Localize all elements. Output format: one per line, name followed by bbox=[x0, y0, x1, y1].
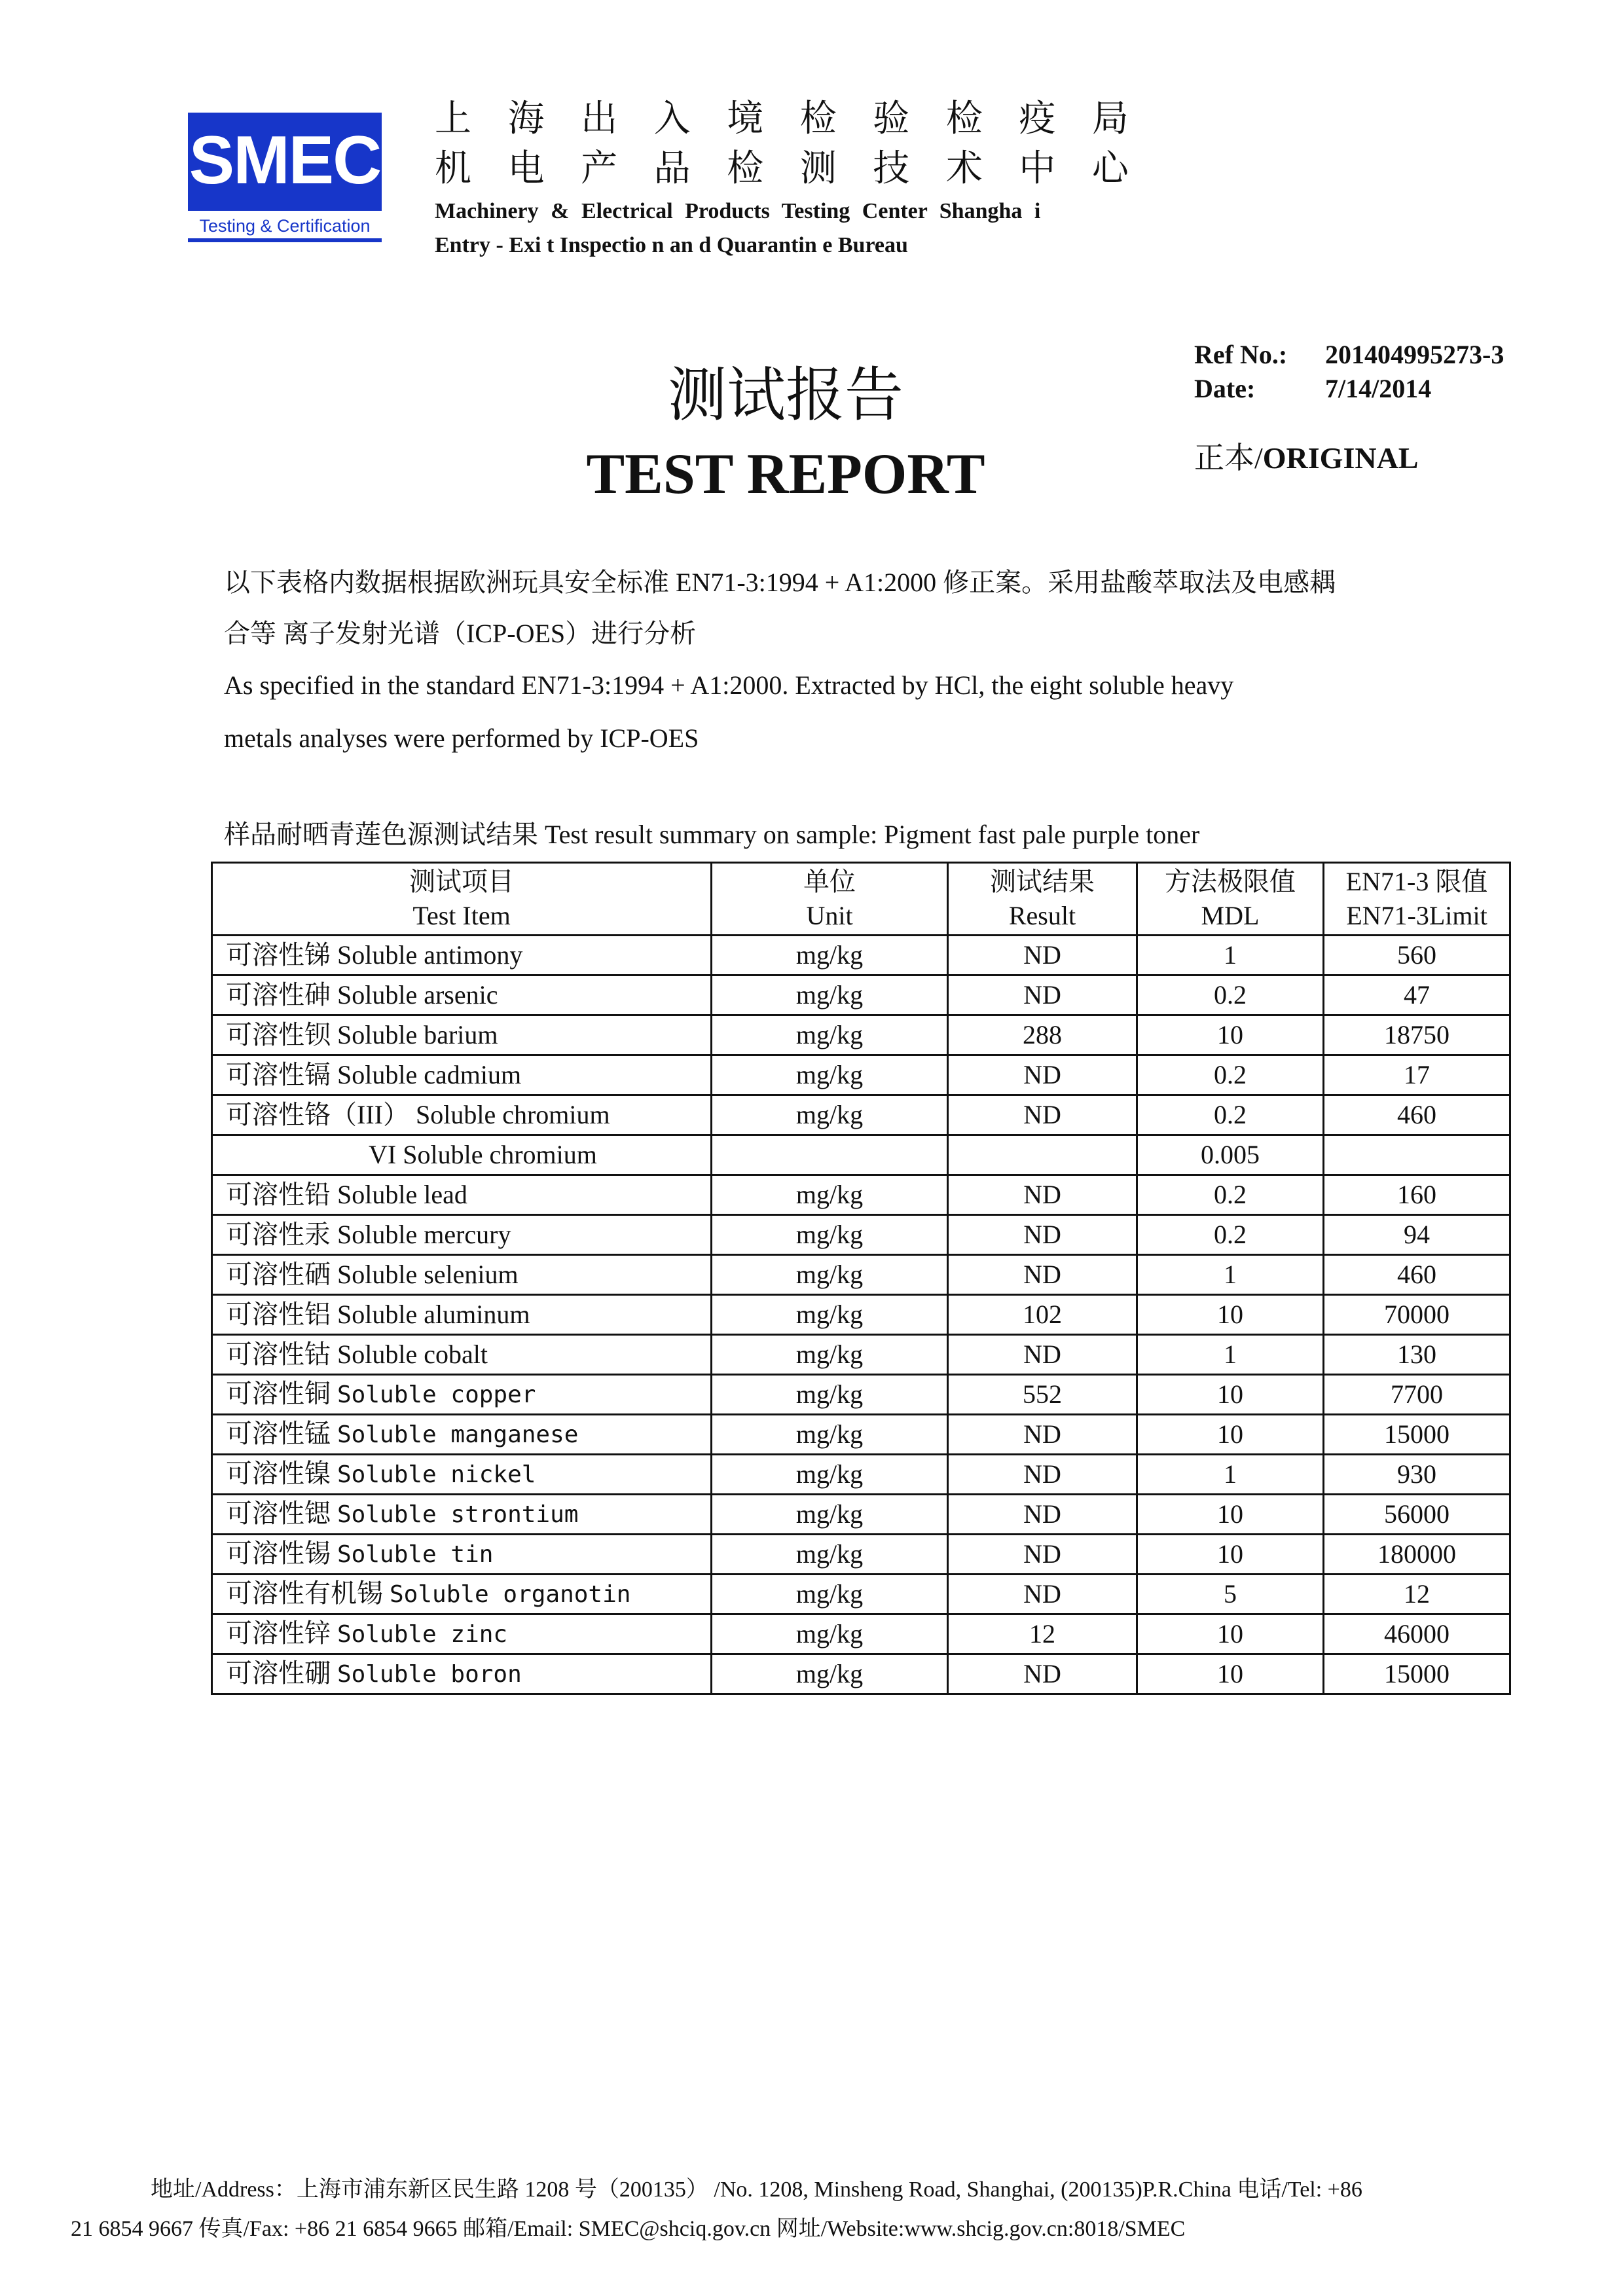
date-value: 7/14/2014 bbox=[1325, 374, 1432, 403]
cell-result: ND bbox=[948, 1535, 1137, 1575]
cell-result: ND bbox=[948, 1095, 1137, 1135]
cell-test-item bbox=[212, 1295, 712, 1335]
cell-limit: 160 bbox=[1324, 1175, 1510, 1215]
cell-test-item bbox=[212, 1175, 712, 1215]
cell-mdl: 10 bbox=[1137, 1654, 1324, 1694]
logo-underline bbox=[188, 238, 382, 242]
cell-unit: mg/kg bbox=[712, 1335, 948, 1375]
cell-mdl: 10 bbox=[1137, 1295, 1324, 1335]
item-name-en: Soluble zinc bbox=[337, 1621, 508, 1648]
item-name-cn: 可溶性铝 bbox=[226, 1300, 331, 1329]
item-name-cn: 可溶性硒 bbox=[226, 1260, 331, 1289]
results-table bbox=[211, 862, 1511, 1695]
cell-limit: 460 bbox=[1324, 1095, 1510, 1135]
cell-test-item bbox=[212, 1135, 712, 1175]
cell-unit: mg/kg bbox=[712, 936, 948, 975]
item-name-en: Soluble antimony bbox=[337, 940, 523, 970]
item-name-cn: VI bbox=[369, 1140, 397, 1169]
table-body bbox=[212, 936, 1510, 1694]
header-result: 测试结果 Result bbox=[948, 863, 1137, 936]
cell-result: ND bbox=[948, 936, 1137, 975]
cell-mdl: 10 bbox=[1137, 1535, 1324, 1575]
intro-cn-line1: 以下表格内数据根据欧洲玩具安全标准 EN71-3:1994 + A1:2000 修正案。采用盐酸萃取法及电感耦 bbox=[224, 568, 1336, 597]
table-row bbox=[212, 1535, 1510, 1575]
item-name-cn: 可溶性硼 bbox=[226, 1658, 331, 1688]
table-row bbox=[212, 1575, 1510, 1614]
logo-text: SMEC bbox=[189, 122, 381, 198]
table-row bbox=[212, 1135, 1510, 1175]
cell-test-item bbox=[212, 975, 712, 1015]
cell-result: 552 bbox=[948, 1375, 1137, 1415]
item-name-en: Soluble boron bbox=[337, 1661, 522, 1688]
footer-contact: 21 6854 9667 传真/Fax: +86 21 6854 9665 邮箱/Email: SMEC@shciq.gov.cn 网址/Website:www.shcig.gov.cn:8018/SMEC bbox=[71, 2217, 1186, 2241]
table-row bbox=[212, 1455, 1510, 1495]
table-row bbox=[212, 1495, 1510, 1535]
cell-unit: mg/kg bbox=[712, 1495, 948, 1535]
item-name-cn: 可溶性锰 bbox=[226, 1419, 331, 1448]
cell-unit bbox=[712, 1135, 948, 1175]
item-name-cn: 可溶性砷 bbox=[226, 980, 331, 1010]
cell-mdl: 10 bbox=[1137, 1375, 1324, 1415]
cell-mdl: 10 bbox=[1137, 1495, 1324, 1535]
cell-limit: 930 bbox=[1324, 1455, 1510, 1495]
cell-test-item bbox=[212, 1095, 712, 1135]
cell-limit: 560 bbox=[1324, 936, 1510, 975]
cell-result: 12 bbox=[948, 1614, 1137, 1654]
cell-test-item bbox=[212, 1375, 712, 1415]
item-name-en: Soluble chromium bbox=[403, 1140, 597, 1169]
table-row bbox=[212, 1255, 1510, 1295]
cell-test-item bbox=[212, 1415, 712, 1455]
cell-result: ND bbox=[948, 1495, 1137, 1535]
cell-limit: 15000 bbox=[1324, 1654, 1510, 1694]
cell-limit: 130 bbox=[1324, 1335, 1510, 1375]
footer-address: 地址/Address：上海市浦东新区民生路 1208 号（200135） /No. 1208, Minsheng Road, Shanghai, (200135)P.R.China 电话/Tel: +86 bbox=[151, 2178, 1362, 2202]
cell-unit: mg/kg bbox=[712, 1375, 948, 1415]
cell-mdl: 1 bbox=[1137, 1455, 1324, 1495]
item-name-en: Soluble strontium bbox=[337, 1501, 579, 1528]
cell-mdl: 5 bbox=[1137, 1575, 1324, 1614]
cell-unit: mg/kg bbox=[712, 1455, 948, 1495]
cell-unit: mg/kg bbox=[712, 1095, 948, 1135]
cell-limit: 180000 bbox=[1324, 1535, 1510, 1575]
date-label: Date: bbox=[1194, 374, 1256, 403]
summary-caption: 样品耐晒青莲色源测试结果 Test result summary on sample: Pigment fast pale purple toner bbox=[224, 820, 1200, 849]
intro-en-line2: metals analyses were performed by ICP-OES bbox=[224, 723, 699, 753]
cell-mdl: 10 bbox=[1137, 1015, 1324, 1055]
cell-limit: 94 bbox=[1324, 1215, 1510, 1255]
item-name-cn: 可溶性镍 bbox=[226, 1459, 331, 1488]
table-row bbox=[212, 1654, 1510, 1694]
cell-result: ND bbox=[948, 1055, 1137, 1095]
cell-limit: 12 bbox=[1324, 1575, 1510, 1614]
item-name-cn: 可溶性锌 bbox=[226, 1618, 331, 1648]
intro-en-line1: As specified in the standard EN71-3:1994 + A1:2000. Extracted by HCl, the eight soluble heavy bbox=[224, 670, 1234, 700]
item-name-cn: 可溶性铅 bbox=[226, 1180, 331, 1209]
smec-logo bbox=[188, 113, 382, 242]
cell-result: ND bbox=[948, 1455, 1137, 1495]
report-title-cn: 测试报告 bbox=[668, 363, 903, 428]
cell-mdl: 1 bbox=[1137, 1255, 1324, 1295]
item-name-en: Soluble selenium bbox=[337, 1260, 519, 1289]
intro-cn-line2: 合等 离子发射光谱（ICP-OES）进行分析 bbox=[224, 619, 697, 648]
ref-number-value: 201404995273-3 bbox=[1325, 340, 1504, 369]
cell-unit: mg/kg bbox=[712, 1654, 948, 1694]
cell-mdl: 10 bbox=[1137, 1614, 1324, 1654]
cell-result: 102 bbox=[948, 1295, 1137, 1335]
cell-result: 288 bbox=[948, 1015, 1137, 1055]
cell-mdl: 0.2 bbox=[1137, 975, 1324, 1015]
cell-mdl: 0.2 bbox=[1137, 1215, 1324, 1255]
cell-test-item bbox=[212, 1654, 712, 1694]
cell-unit: mg/kg bbox=[712, 1255, 948, 1295]
cell-limit: 47 bbox=[1324, 975, 1510, 1015]
original-en: ORIGINAL bbox=[1262, 441, 1419, 475]
item-name-cn: 可溶性铬（III） bbox=[226, 1100, 409, 1129]
item-name-en: Soluble barium bbox=[337, 1020, 498, 1049]
cell-mdl: 0.005 bbox=[1137, 1135, 1324, 1175]
cell-limit bbox=[1324, 1135, 1510, 1175]
item-name-en: Soluble mercury bbox=[337, 1220, 511, 1249]
cell-limit: 7700 bbox=[1324, 1375, 1510, 1415]
cell-unit: mg/kg bbox=[712, 1175, 948, 1215]
org-name-en-line2: Entry - Exi t Inspectio n an d Quarantin e Bureau bbox=[435, 233, 908, 257]
item-name-en: Soluble copper bbox=[337, 1381, 536, 1408]
item-name-cn: 可溶性钡 bbox=[226, 1020, 331, 1049]
item-name-en: Soluble arsenic bbox=[337, 980, 498, 1010]
header-unit: 单位 Unit bbox=[712, 863, 948, 936]
table-row bbox=[212, 975, 1510, 1015]
cell-mdl: 1 bbox=[1137, 936, 1324, 975]
item-name-cn: 可溶性锡 bbox=[226, 1539, 331, 1568]
item-name-en: Soluble lead bbox=[337, 1180, 467, 1209]
cell-unit: mg/kg bbox=[712, 1614, 948, 1654]
table-row bbox=[212, 1415, 1510, 1455]
logo-subtext: Testing & Certification bbox=[199, 216, 371, 236]
cell-result: ND bbox=[948, 1255, 1137, 1295]
cell-result: ND bbox=[948, 1175, 1137, 1215]
header-limit: EN71-3 限值 EN71-3Limit bbox=[1324, 863, 1510, 936]
original-cn: 正本/ bbox=[1194, 441, 1263, 475]
table-header-row bbox=[212, 863, 1510, 936]
cell-limit: 17 bbox=[1324, 1055, 1510, 1095]
ref-number-label: Ref No.: bbox=[1194, 340, 1288, 369]
item-name-cn: 可溶性锶 bbox=[226, 1499, 331, 1528]
item-name-en: Soluble cadmium bbox=[337, 1060, 522, 1089]
cell-limit: 15000 bbox=[1324, 1415, 1510, 1455]
table-row bbox=[212, 1614, 1510, 1654]
cell-mdl: 0.2 bbox=[1137, 1095, 1324, 1135]
org-name-cn-line2: 机 电 产 品 检 测 技 术 中 心 bbox=[435, 149, 1129, 189]
cell-unit: mg/kg bbox=[712, 1295, 948, 1335]
header-test-item: 测试项目 Test Item bbox=[212, 863, 712, 936]
cell-result: ND bbox=[948, 1654, 1137, 1694]
table-row bbox=[212, 1295, 1510, 1335]
cell-result: ND bbox=[948, 1415, 1137, 1455]
cell-unit: mg/kg bbox=[712, 975, 948, 1015]
table-row bbox=[212, 1215, 1510, 1255]
cell-test-item bbox=[212, 1335, 712, 1375]
item-name-en: Soluble nickel bbox=[337, 1461, 536, 1488]
cell-unit: mg/kg bbox=[712, 1215, 948, 1255]
cell-test-item bbox=[212, 1455, 712, 1495]
cell-test-item bbox=[212, 1255, 712, 1295]
cell-mdl: 0.2 bbox=[1137, 1175, 1324, 1215]
item-name-en: Soluble organotin bbox=[390, 1581, 631, 1608]
cell-test-item bbox=[212, 1015, 712, 1055]
header-mdl: 方法极限值 MDL bbox=[1137, 863, 1324, 936]
item-name-cn: 可溶性锑 bbox=[226, 940, 331, 970]
org-name-en-line1: Machinery & Electrical Products Testing Center Shangha i bbox=[435, 199, 1041, 223]
cell-result bbox=[948, 1135, 1137, 1175]
cell-limit: 56000 bbox=[1324, 1495, 1510, 1535]
item-name-en: Soluble aluminum bbox=[337, 1300, 530, 1329]
cell-test-item bbox=[212, 1055, 712, 1095]
item-name-cn: 可溶性钴 bbox=[226, 1339, 331, 1369]
cell-unit: mg/kg bbox=[712, 1055, 948, 1095]
cell-mdl: 0.2 bbox=[1137, 1055, 1324, 1095]
cell-limit: 70000 bbox=[1324, 1295, 1510, 1335]
cell-test-item bbox=[212, 1495, 712, 1535]
table-row bbox=[212, 1335, 1510, 1375]
cell-test-item bbox=[212, 1215, 712, 1255]
cell-unit: mg/kg bbox=[712, 1015, 948, 1055]
cell-unit: mg/kg bbox=[712, 1575, 948, 1614]
cell-test-item bbox=[212, 936, 712, 975]
table-row bbox=[212, 1095, 1510, 1135]
cell-unit: mg/kg bbox=[712, 1415, 948, 1455]
cell-limit: 460 bbox=[1324, 1255, 1510, 1295]
cell-mdl: 1 bbox=[1137, 1335, 1324, 1375]
item-name-cn: 可溶性汞 bbox=[226, 1220, 331, 1249]
item-name-cn: 可溶性铜 bbox=[226, 1379, 331, 1408]
cell-test-item bbox=[212, 1575, 712, 1614]
report-title-en: TEST REPORT bbox=[586, 443, 985, 506]
cell-result: ND bbox=[948, 1575, 1137, 1614]
item-name-cn: 可溶性镉 bbox=[226, 1060, 331, 1089]
item-name-en: Soluble manganese bbox=[337, 1421, 579, 1448]
table-row bbox=[212, 1375, 1510, 1415]
item-name-en: Soluble tin bbox=[337, 1541, 494, 1568]
table-row bbox=[212, 1055, 1510, 1095]
table-row bbox=[212, 1015, 1510, 1055]
cell-result: ND bbox=[948, 1335, 1137, 1375]
cell-test-item bbox=[212, 1535, 712, 1575]
cell-result: ND bbox=[948, 1215, 1137, 1255]
cell-unit: mg/kg bbox=[712, 1535, 948, 1575]
table-row bbox=[212, 1175, 1510, 1215]
org-name-cn-line1: 上 海 出 入 境 检 验 检 疫 局 bbox=[435, 99, 1129, 139]
cell-test-item bbox=[212, 1614, 712, 1654]
item-name-en: Soluble cobalt bbox=[337, 1339, 488, 1369]
cell-result: ND bbox=[948, 975, 1137, 1015]
table-row bbox=[212, 936, 1510, 975]
cell-mdl: 10 bbox=[1137, 1415, 1324, 1455]
cell-limit: 18750 bbox=[1324, 1015, 1510, 1055]
cell-limit: 46000 bbox=[1324, 1614, 1510, 1654]
item-name-en: Soluble chromium bbox=[415, 1100, 610, 1129]
item-name-cn: 可溶性有机锡 bbox=[226, 1578, 383, 1608]
